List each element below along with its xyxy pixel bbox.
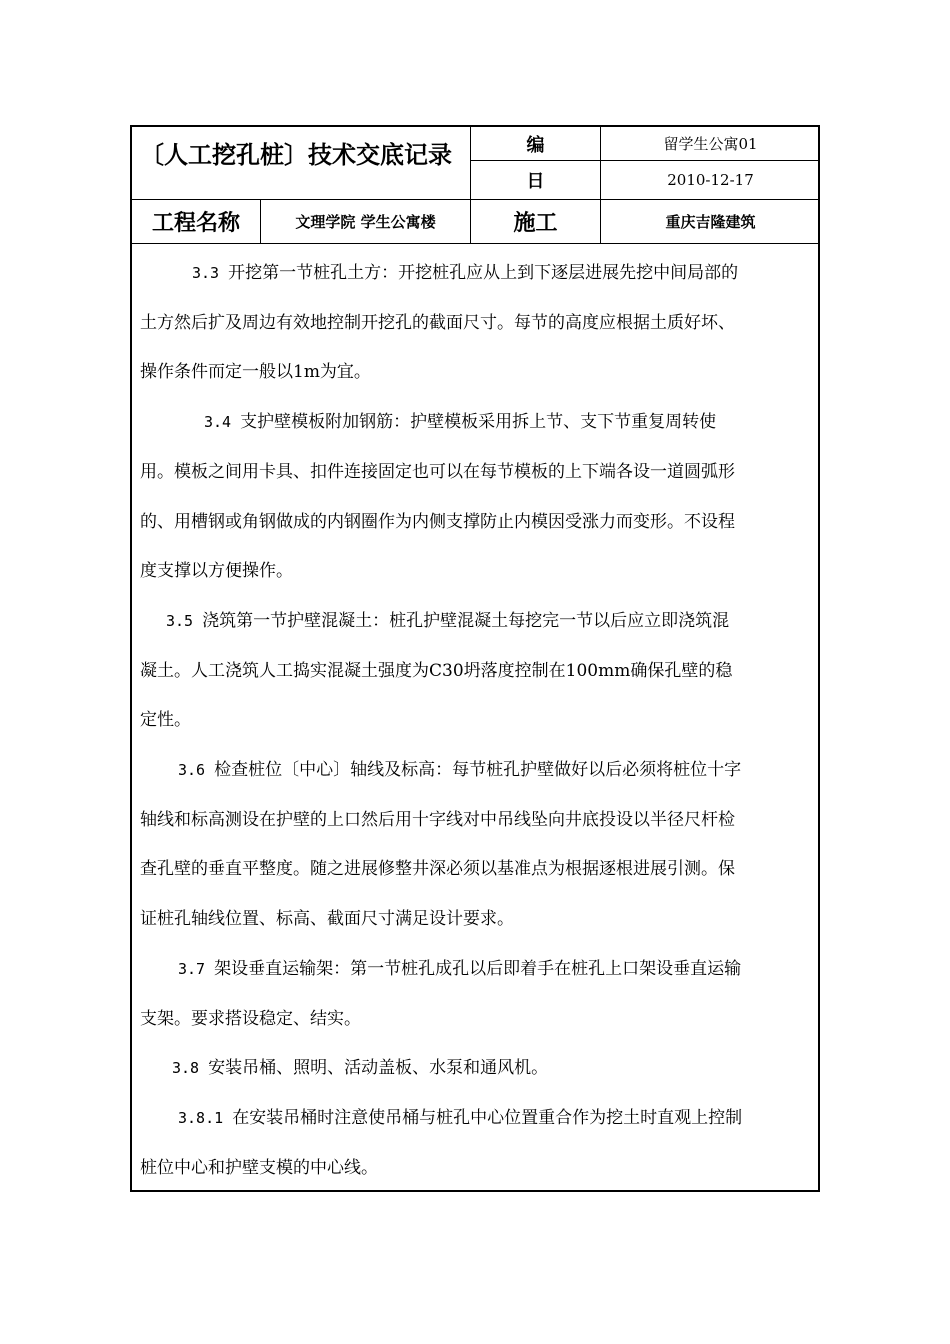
paragraph-text: 支架。要求搭设稳定、结实。: [140, 1008, 361, 1029]
paragraph-text: 桩位中心和护壁支模的中心线。: [140, 1157, 378, 1178]
paragraph-text: 的、用槽钢或角钢做成的内钢圈作为内侧支撑防止内模因受涨力而变形。不设程: [140, 511, 735, 532]
paragraph-line: [140, 647, 812, 697]
paragraph-line: [140, 547, 812, 597]
paragraph-line: [140, 1044, 812, 1094]
paragraph-text: 查孔壁的垂直平整度。随之进展修整井深必须以基准点为根据逐根进展引测。保: [140, 859, 735, 880]
code-label: 编: [526, 134, 545, 156]
paragraph-text: 检查桩位〔中心〕轴线及标高：每节桩孔护壁做好以后必须将桩位十字: [214, 760, 742, 781]
paragraph-line: [140, 746, 812, 796]
paragraph-line: [140, 696, 812, 746]
disclosure-record-table: [130, 125, 820, 1192]
paragraph-line: [140, 597, 812, 647]
paragraph-line: [140, 1144, 812, 1194]
paragraph-text: 开挖第一节桩孔土方：开挖桩孔应从上到下逐层进展先挖中间局部的: [228, 263, 739, 283]
section-number: 3.4: [204, 413, 241, 432]
paragraph-line: [140, 1094, 812, 1144]
paragraph-line: [140, 845, 812, 895]
paragraph-line: [140, 796, 812, 846]
paragraph-text: 轴线和标高测设在护壁的上口然后用十字线对中吊线坠向井底投设以半径尺杆检: [140, 809, 735, 830]
project-name-label: 工程名称: [151, 210, 240, 236]
paragraph-text: 度支撑以方便操作。: [140, 561, 293, 582]
paragraph-line: [140, 398, 812, 448]
builder-label: 施工: [513, 210, 558, 236]
paragraph-text: 定性。: [140, 710, 191, 731]
paragraph-line: [140, 348, 812, 398]
paragraph-text: 操作条件而定一般以1m为宜。: [140, 362, 371, 383]
paragraph-line: [140, 895, 812, 945]
paragraph-line: [140, 448, 812, 498]
date-value: 2010-12-17: [667, 171, 754, 189]
section-number: 3.7: [178, 959, 215, 978]
paragraph-text: 支护壁模板附加钢筋：护壁模板采用拆上节、支下节重复周转使: [240, 412, 717, 433]
section-number: 3.3: [192, 264, 229, 282]
code-value: 留学生公寓01: [663, 135, 758, 153]
paragraph-text: 证桩孔轴线位置、标高、截面尺寸满足设计要求。: [140, 909, 514, 930]
paragraph-line: [140, 945, 812, 995]
paragraph-text: 在安装吊桶时注意使吊桶与桩孔中心位置重合作为挖土时直观上控制: [232, 1107, 743, 1128]
paragraph-text: 安装吊桶、照明、活动盖板、水泵和通风机。: [208, 1058, 549, 1079]
disclosure-content: [140, 249, 812, 1193]
paragraph-line: [140, 498, 812, 548]
paragraph-text: 土方然后扩及周边有效地控制开挖孔的截面尺寸。每节的高度应根据土质好坏、: [140, 312, 735, 333]
document-title: [132, 127, 470, 199]
builder-value: 重庆吉隆建筑: [665, 213, 756, 231]
section-number: 3.8: [172, 1059, 209, 1078]
project-name-value: 文理学院 学生公寓楼: [295, 213, 436, 231]
paragraph-line: [140, 995, 812, 1045]
paragraph-text: 浇筑第一节护壁混凝土：桩孔护壁混凝土每挖完一节以后应立即浇筑混: [202, 610, 730, 631]
section-number: 3.5: [166, 611, 203, 630]
section-number: 3.8.1: [178, 1108, 233, 1127]
paragraph-line: [140, 249, 812, 299]
section-number: 3.6: [178, 761, 215, 780]
paragraph-text: 用。模板之间用卡具、扣件连接固定也可以在每节模板的上下端各设一道圆弧形: [140, 461, 735, 482]
document-title-text: 〔人工挖孔桩〕技术交底记录: [140, 140, 452, 169]
paragraph-text: 架设垂直运输架：第一节桩孔成孔以后即着手在桩孔上口架设垂直运输: [214, 958, 742, 979]
paragraph-line: [140, 299, 812, 349]
divider: [132, 243, 820, 244]
paragraph-text: 凝土。人工浇筑人工捣实混凝土强度为C30坍落度控制在100mm确保孔壁的稳: [140, 660, 733, 681]
date-label: 日: [526, 171, 545, 192]
